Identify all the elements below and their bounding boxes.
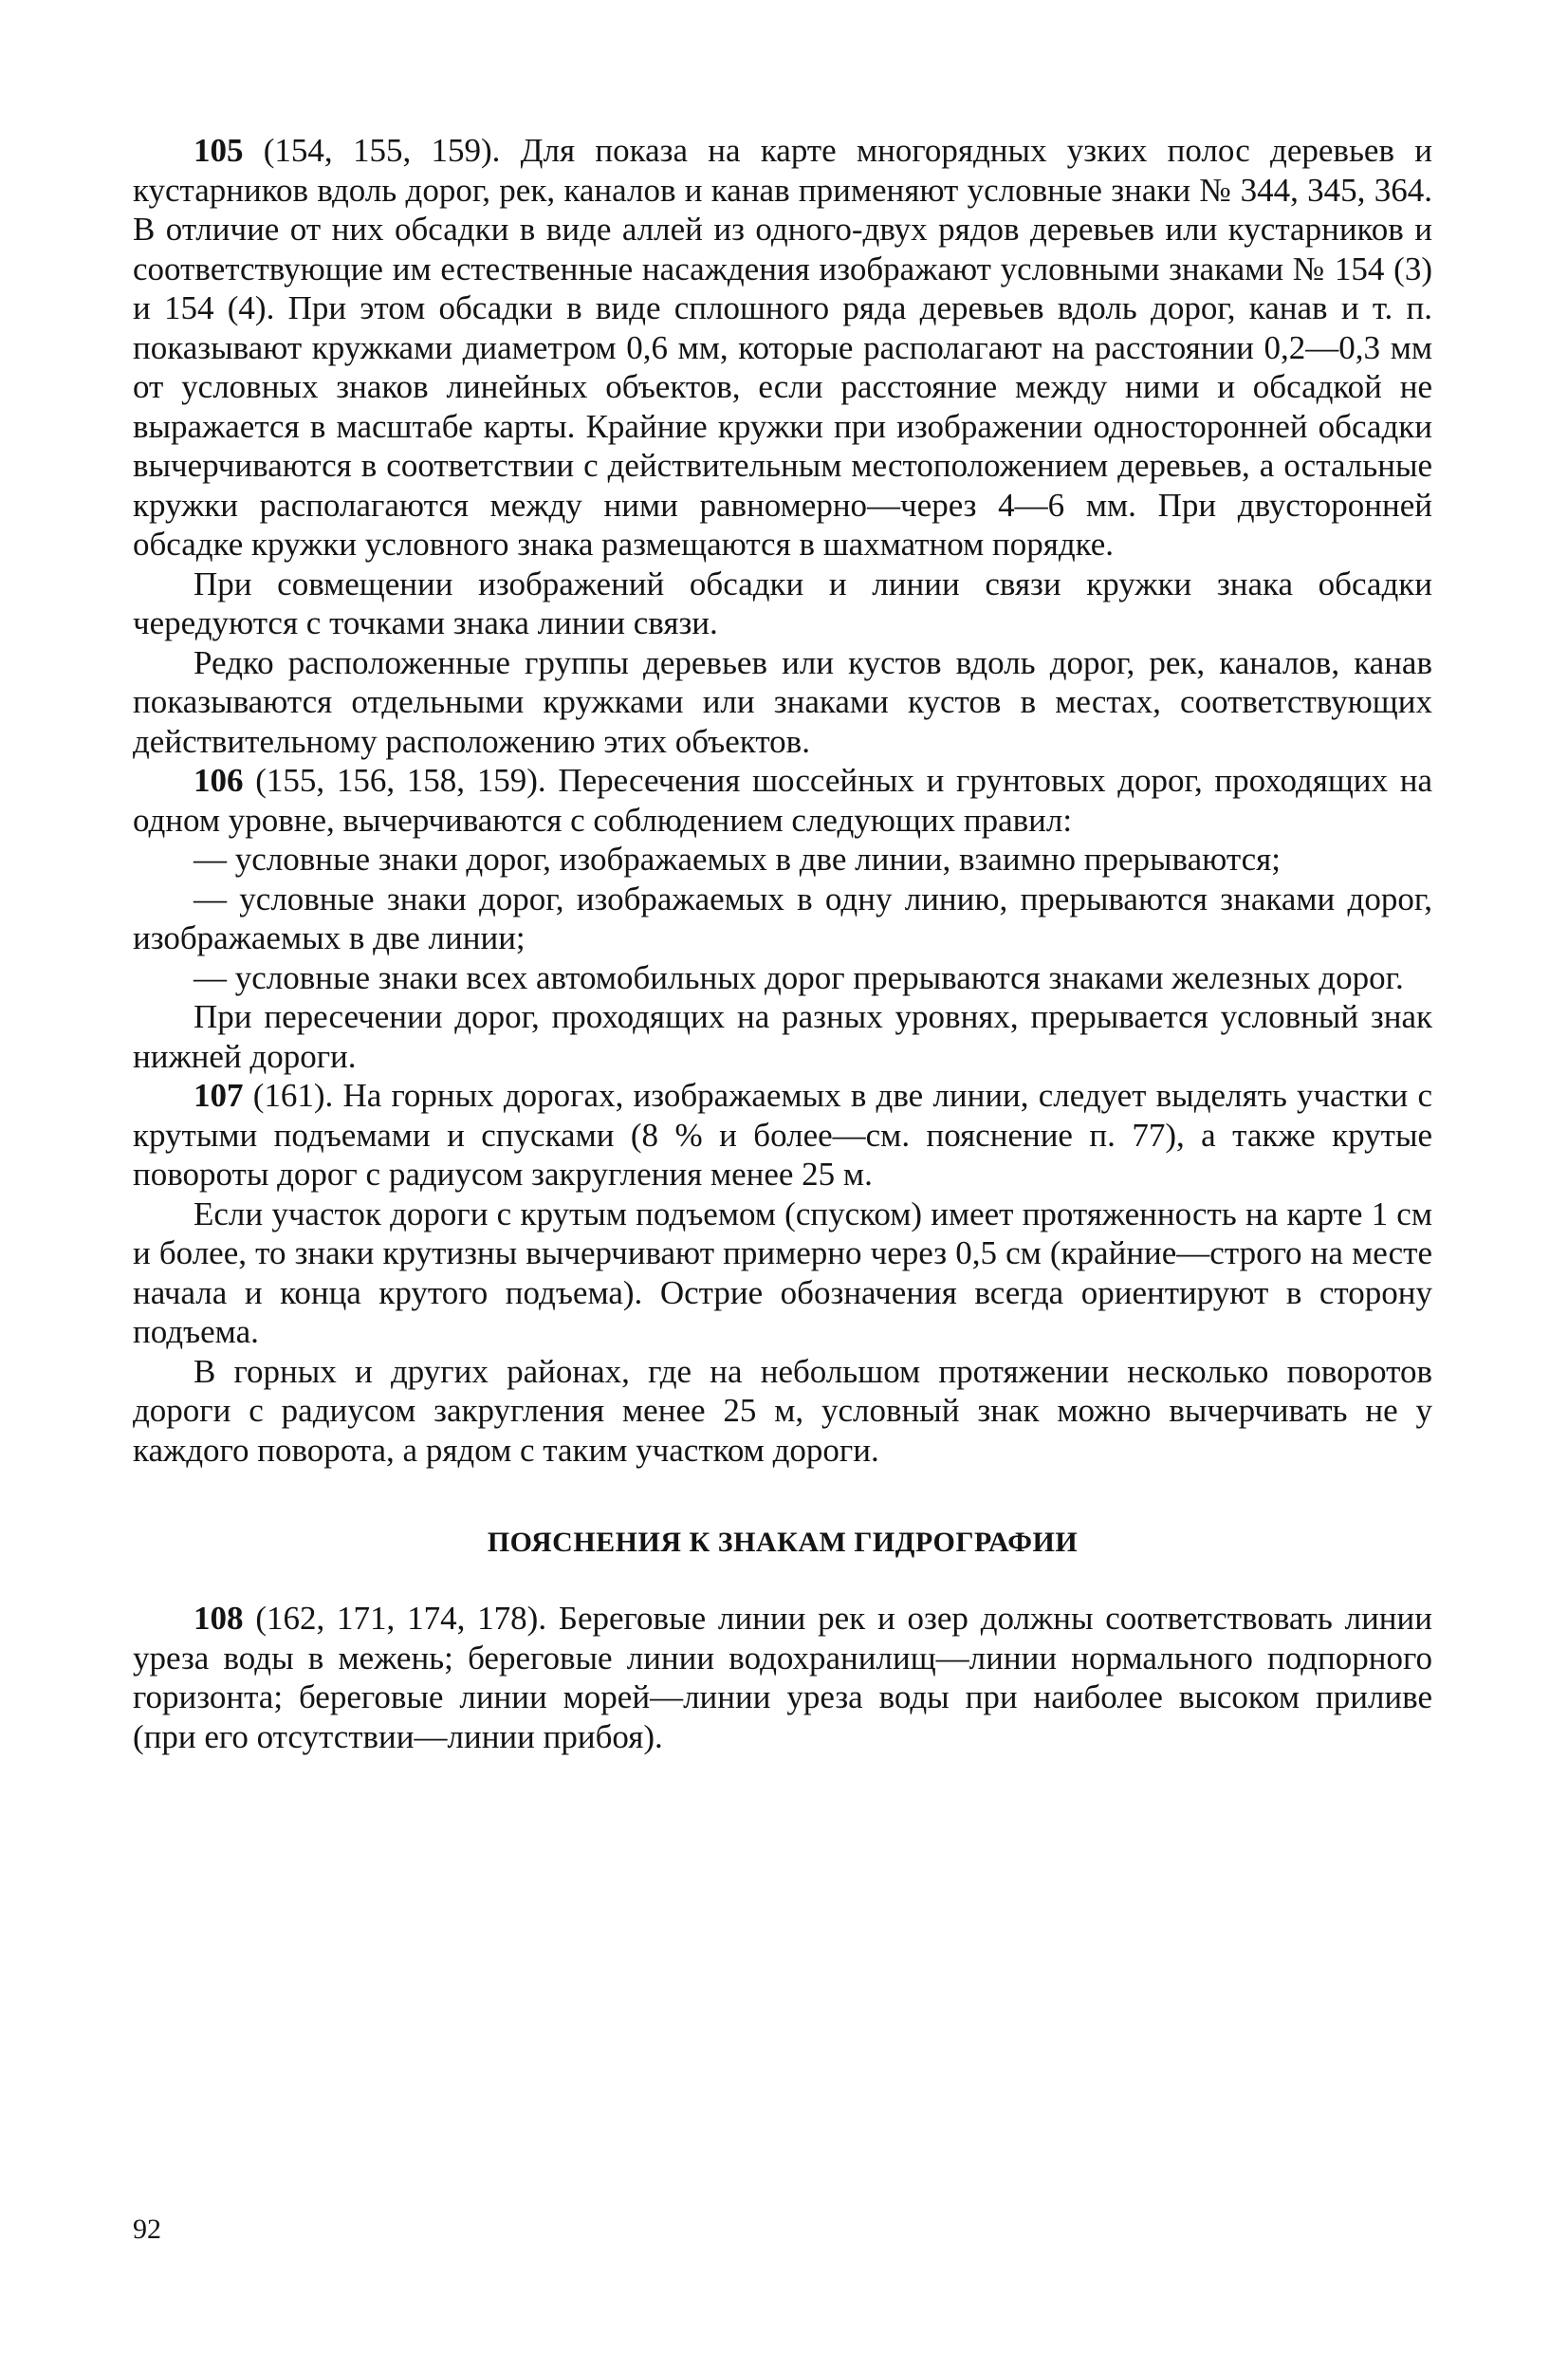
paragraph	[133, 1195, 1432, 1352]
paragraph	[133, 1352, 1432, 1471]
paragraph	[133, 761, 1432, 840]
paragraph-text: При совмещении изображений обсадки и линии связи кружки знака обсадки чередуются с точками знака линии связи.	[133, 565, 1432, 641]
paragraph-text: Если участок дороги с крутым подъемом (спуском) имеет протяженность на карте 1 см и более, то знаки крутизны вычерчивают примерно через 0,5 см (крайние—строго на месте начала и конца крутого подъема). Острие обозначения всегда ориентируют в сторону подъема.	[133, 1195, 1432, 1350]
paragraph	[133, 840, 1432, 880]
paragraph-text: (162, 171, 174, 178). Береговые линии рек и озер должны соответствовать линии уреза воды в межень; береговые линии водохранилищ—линии нормального подпорного горизонта; береговые линии морей—линии уреза воды при наиболее высоком приливе (при его отсутствии—линии прибоя).	[133, 1600, 1432, 1755]
section-heading: ПОЯСНЕНИЯ К ЗНАКАМ ГИДРОГРАФИИ	[487, 1527, 1079, 1558]
paragraph-text: При пересечении дорог, проходящих на разных уровнях, прерывается условный знак нижней дороги.	[133, 998, 1432, 1075]
paragraph	[133, 643, 1432, 762]
paragraph	[133, 565, 1432, 643]
paragraph	[133, 958, 1432, 998]
top-paragraphs	[133, 131, 1432, 1470]
paragraph-number: 106	[194, 762, 244, 799]
paragraph-number: 105	[194, 132, 244, 169]
paragraph	[133, 880, 1432, 958]
paragraph-text: (154, 155, 159). Для показа на карте многорядных узких полос деревьев и кустарников вдоль дорог, рек, каналов и канав применяют условные знаки № 344, 345, 364. В отличие от них обсадки в виде аллей из одного-двух рядов деревьев или кустарников и соответствующие им естественные насаждения изображают условными знаками № 154 (3) и 154 (4). При этом обсадки в виде сплошного ряда деревьев вдоль дорог, канав и т. п. показывают кружками диаметром 0,6 мм, которые располагают на расстоянии 0,2—0,3 мм от условных знаков линейных объектов, если расстояние между ними и обсадкой не выражается в масштабе карты. Крайние кружки при изображении односторонней обсадки вычерчиваются в соответствии с действительным местоположением деревьев, а остальные кружки располагаются между ними равномерно—через 4—6 мм. При двусторонней обсадке кружки условного знака размещаются в шахматном порядке.	[133, 132, 1432, 563]
paragraph-text: (161). На горных дорогах, изображаемых в две линии, следует выделять участки с крутыми подъемами и спусками (8 % и более—см. пояснение п. 77), а также крутые повороты дорог с радиусом закругления менее 25 м.	[133, 1077, 1432, 1193]
paragraph-number: 107	[194, 1077, 244, 1114]
bottom-paragraphs	[133, 1599, 1432, 1756]
paragraph	[133, 997, 1432, 1076]
paragraph-text: Редко расположенные группы деревьев или кустов вдоль дорог, рек, каналов, канав показываются отдельными кружками или знаками кустов в местах, соответствующих действительному расположению этих объектов.	[133, 643, 1432, 760]
page-number: 92	[133, 2214, 161, 2245]
paragraph-text: — условные знаки всех автомобильных дорог прерываются знаками железных дорог.	[194, 958, 1404, 996]
paragraph-text: — условные знаки дорог, изображаемых в две линии, взаимно прерываются;	[194, 841, 1281, 878]
paragraph-text: (155, 156, 158, 159). Пересечения шоссейных и грунтовых дорог, проходящих на одном уровне, вычерчиваются с соблюдением следующих правил:	[133, 762, 1432, 839]
page-content	[133, 131, 1432, 1756]
paragraph-text: В горных и других районах, где на небольшом протяжении несколько поворотов дороги с радиусом закругления менее 25 м, условный знак можно вычерчивать не у каждого поворота, а рядом с таким участком дороги.	[133, 1352, 1432, 1469]
paragraph	[133, 1076, 1432, 1195]
paragraph	[133, 1599, 1432, 1756]
paragraph-number: 108	[194, 1600, 244, 1637]
paragraph-text: — условные знаки дорог, изображаемых в одну линию, прерываются знаками дорог, изображаемых в две линии;	[133, 880, 1432, 956]
paragraph	[133, 131, 1432, 565]
